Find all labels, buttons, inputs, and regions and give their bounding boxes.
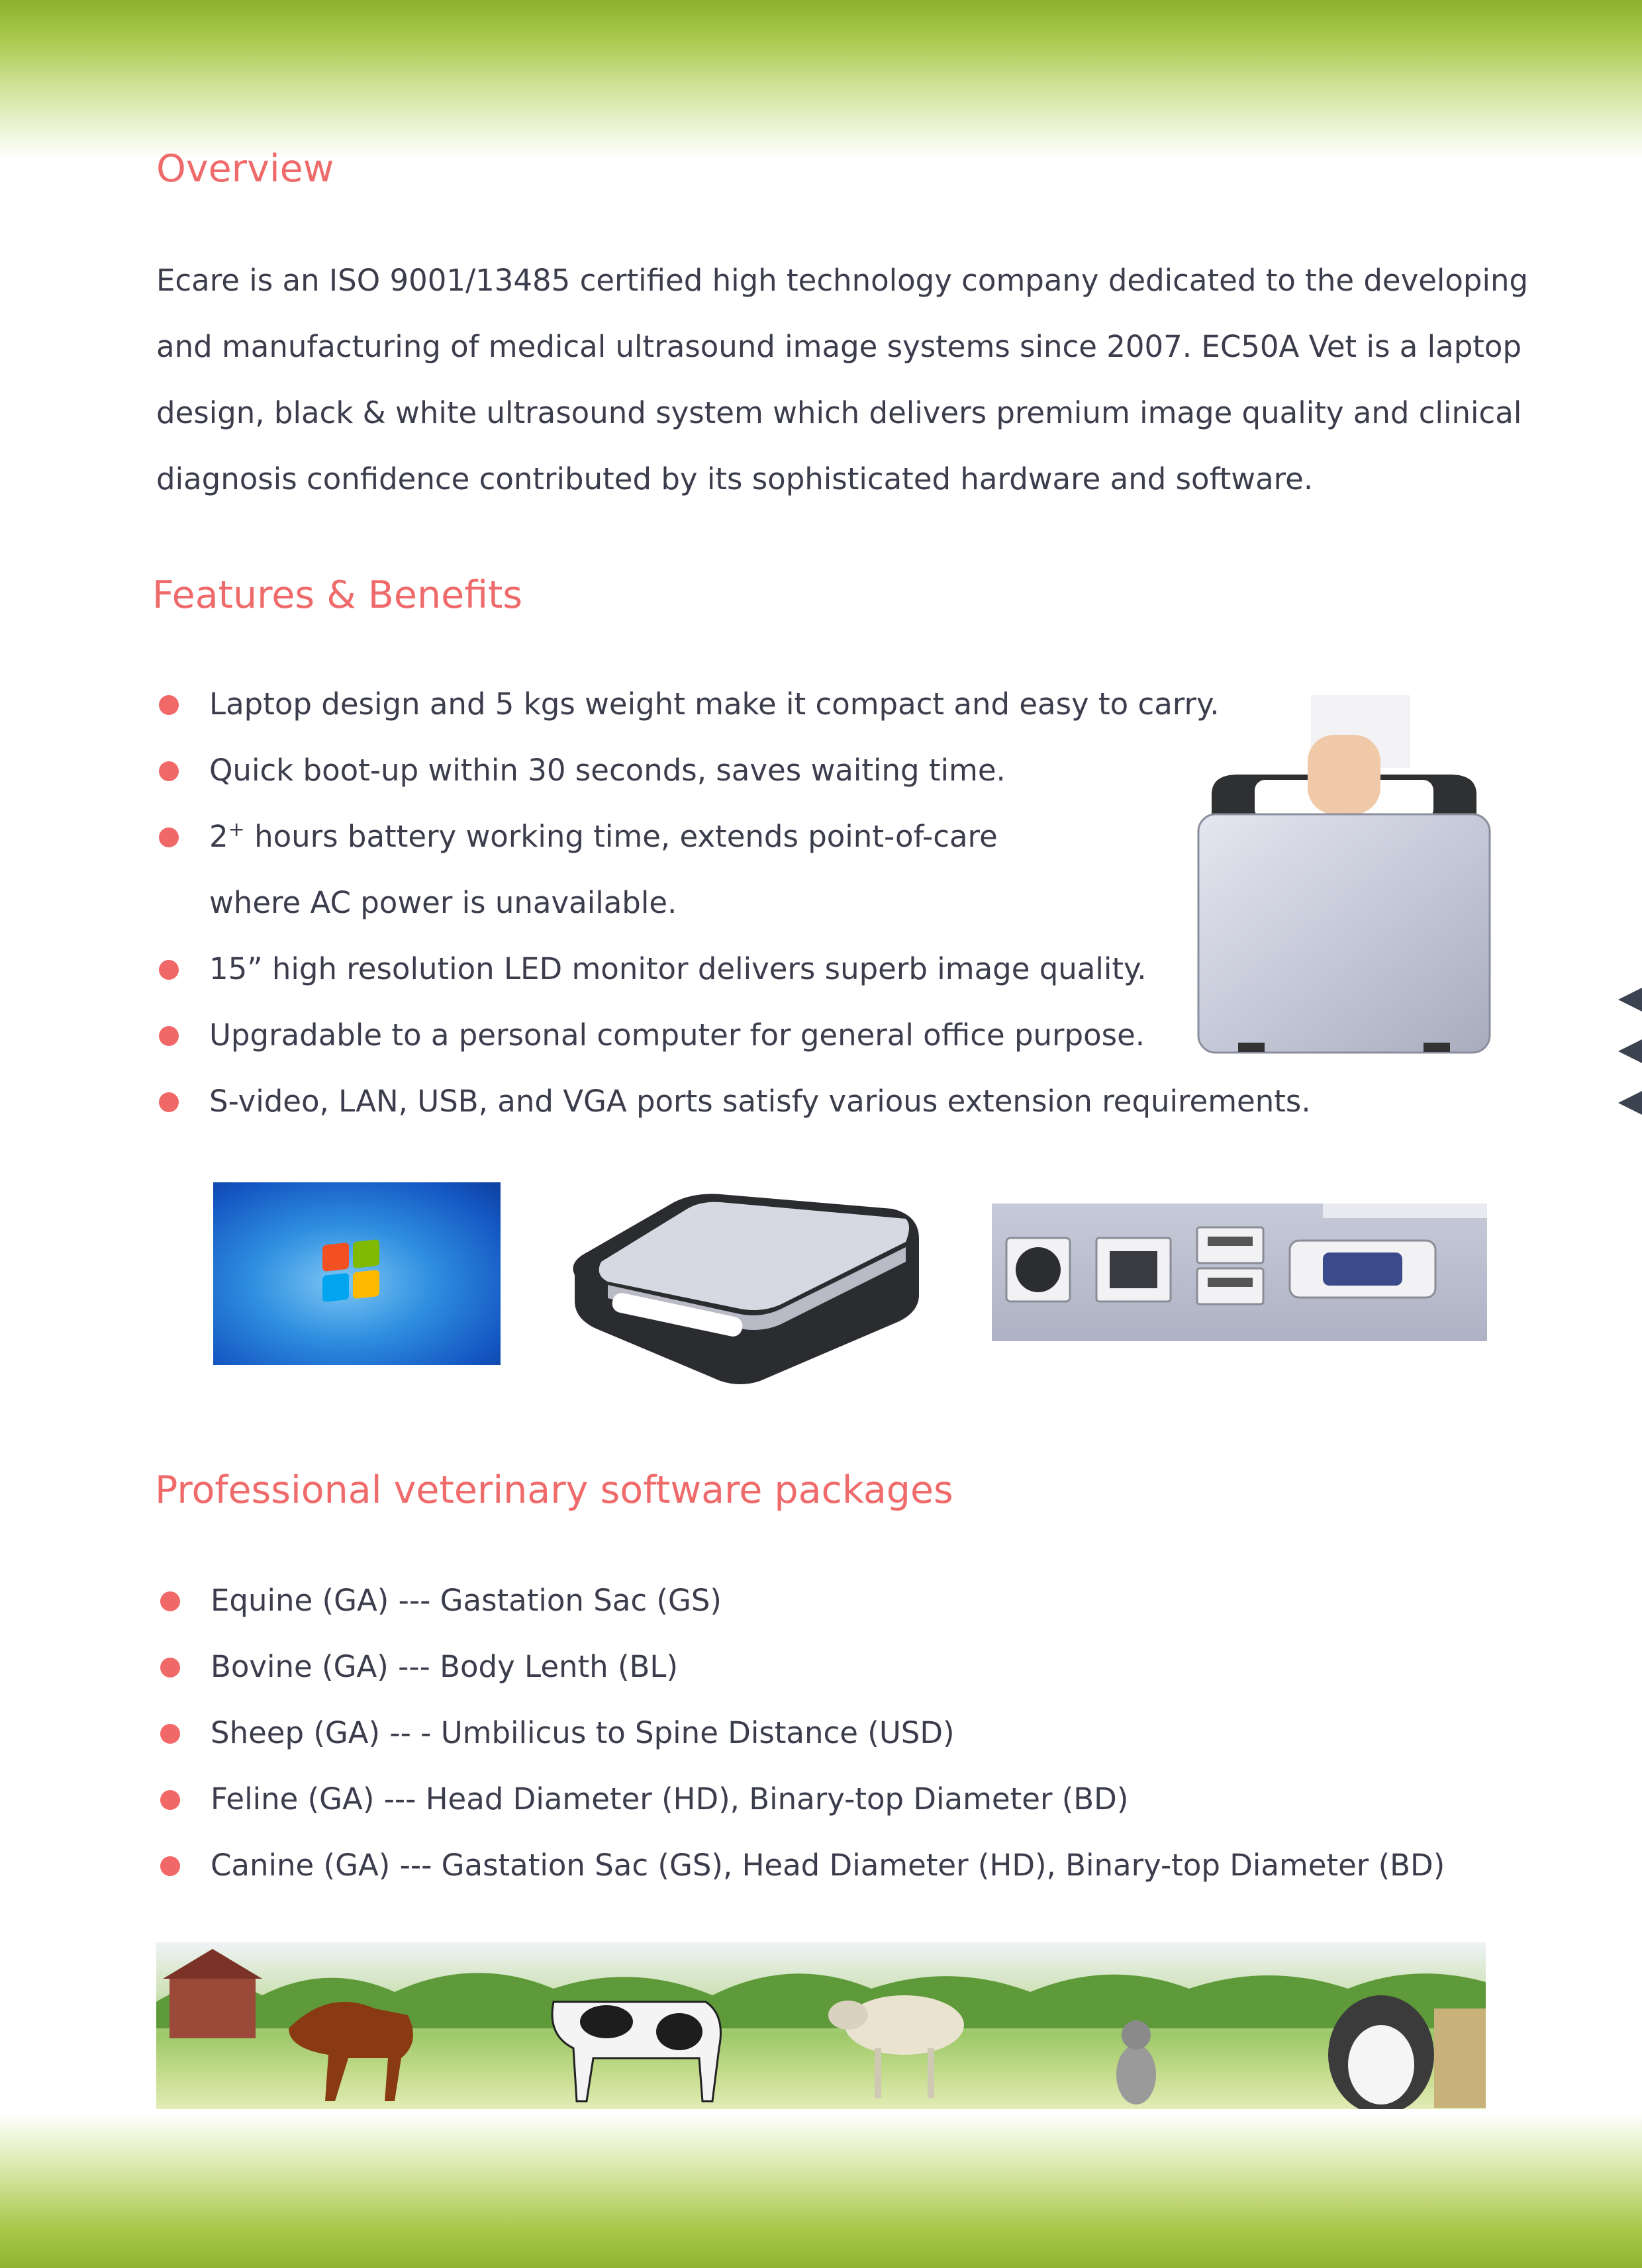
software-text: Canine (GA) --- Gastation Sac (GS), Head Diameter (HD), Binary-top Diameter (BD) xyxy=(211,1848,1445,1883)
ports-photo xyxy=(992,1204,1487,1341)
windows-screen-photo xyxy=(213,1182,501,1365)
feature-item xyxy=(156,804,1311,870)
bullet-dot xyxy=(159,761,179,781)
bullet-dot xyxy=(159,695,179,715)
closed-laptop-photo xyxy=(561,1162,923,1385)
software-item xyxy=(158,1634,1445,1700)
feature-item-continued xyxy=(156,870,1311,936)
features-heading: Features & Benefits xyxy=(152,573,523,617)
software-text: Feline (GA) --- Head Diameter (HD), Binary-top Diameter (BD) xyxy=(211,1781,1129,1817)
software-item xyxy=(158,1568,1445,1634)
software-text: Equine (GA) --- Gastation Sac (GS) xyxy=(211,1583,722,1618)
feature-text: Quick boot-up within 30 seconds, saves waiting time. xyxy=(209,753,1006,788)
animals-banner-photo xyxy=(156,1942,1486,2109)
feature-text: S-video, LAN, USB, and VGA ports satisfy various extension requirements. xyxy=(209,1084,1311,1119)
overview-heading: Overview xyxy=(156,147,334,191)
features-list xyxy=(156,671,1311,1135)
bullet-dot xyxy=(160,1856,180,1876)
bullet-dot xyxy=(160,1591,180,1611)
overview-line: diagnosis confidence contributed by its sophisticated hardware and software. xyxy=(156,461,1314,496)
software-item xyxy=(158,1700,1445,1766)
software-text: Sheep (GA) -- - Umbilicus to Spine Distance (USD) xyxy=(211,1715,955,1750)
feature-text: hours battery working time, extends point-of-care xyxy=(244,819,998,854)
feature-text: 15” high resolution LED monitor delivers superb image quality. xyxy=(209,951,1147,986)
bullet-dot xyxy=(160,1724,180,1744)
overview-line: Ecare is an ISO 9001/13485 certified high technology company dedicated to the developing xyxy=(156,263,1529,298)
feature-item xyxy=(156,1068,1311,1135)
feature-item xyxy=(156,1002,1311,1068)
bottom-green-band xyxy=(0,2112,1642,2268)
left-arrow-icon xyxy=(1618,988,1642,1012)
feature-item xyxy=(156,936,1311,1002)
overview-paragraph xyxy=(156,248,1533,512)
bullet-dot xyxy=(159,827,179,847)
feature-item xyxy=(156,737,1311,804)
software-text: Bovine (GA) --- Body Lenth (BL) xyxy=(211,1649,679,1684)
bullet-dot xyxy=(160,1658,180,1677)
software-heading: Professional veterinary software packages xyxy=(155,1468,953,1512)
bullet-dot xyxy=(160,1790,180,1810)
feature-superscript: + xyxy=(228,818,245,841)
overview-line: and manufacturing of medical ultrasound image systems since 2007. EC50A Vet is a laptop xyxy=(156,329,1522,364)
left-arrow-icon xyxy=(1618,1091,1642,1115)
software-list xyxy=(158,1568,1445,1899)
bullet-dot xyxy=(159,960,179,980)
feature-text: Upgradable to a personal computer for general office purpose. xyxy=(209,1017,1145,1053)
bullet-dot xyxy=(159,1026,179,1046)
bullet-dot xyxy=(159,1092,179,1112)
feature-text: where AC power is unavailable. xyxy=(209,885,677,920)
feature-text: Laptop design and 5 kgs weight make it compact and easy to carry. xyxy=(209,686,1220,722)
software-item xyxy=(158,1766,1445,1832)
laptop-carry-photo xyxy=(1192,695,1496,1066)
left-arrow-icon xyxy=(1618,1039,1642,1063)
feature-text: 2 xyxy=(209,819,228,854)
feature-item xyxy=(156,671,1311,737)
software-item xyxy=(158,1832,1445,1899)
overview-line: design, black & white ultrasound system which delivers premium image quality and clinical xyxy=(156,395,1522,430)
top-green-band xyxy=(0,0,1642,159)
